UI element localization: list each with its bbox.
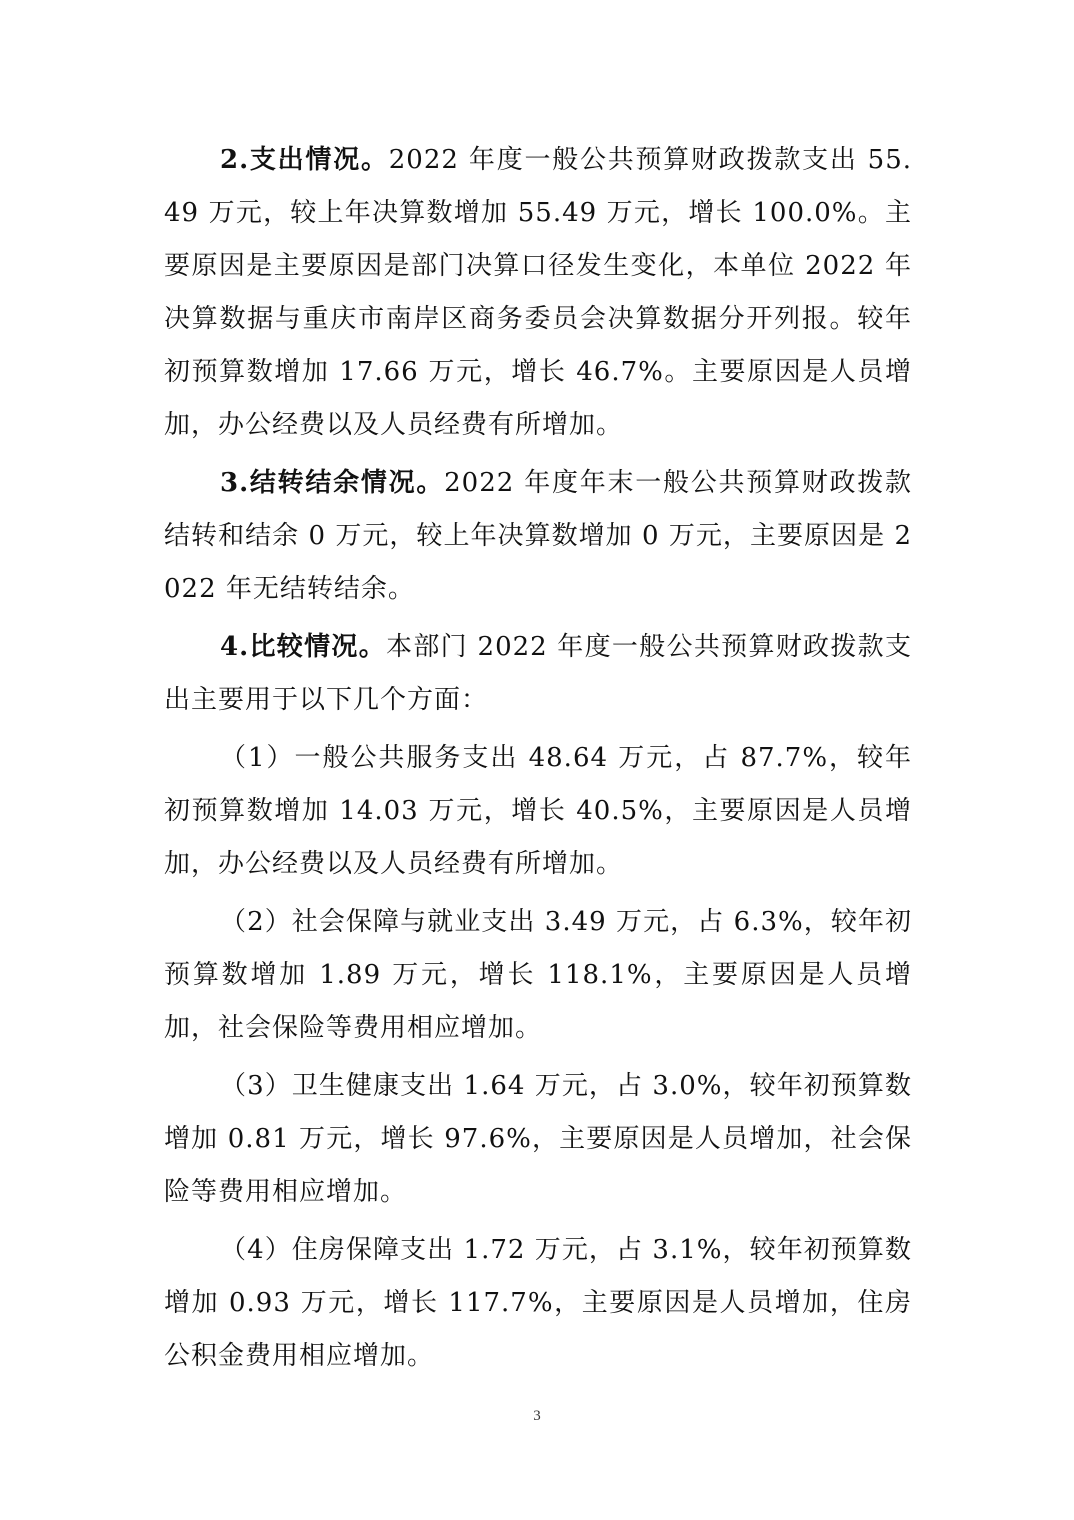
- list-item-social-security: [164, 896, 912, 1055]
- paragraph-heading: 2.支出情况。: [220, 145, 389, 175]
- paragraph-text: （1）一般公共服务支出 48.64 万元，占 87.7%，较年初预算数增加 14.03 万元，增长 40.5%，主要原因是人员增加，办公经费以及人员经费有所增加。: [164, 743, 912, 879]
- paragraph-text: （3）卫生健康支出 1.64 万元，占 3.0%，较年初预算数增加 0.81 万元，增长 97.6%，主要原因是人员增加，社会保险等费用相应增加。: [164, 1071, 912, 1207]
- list-item-general-public-services: [164, 732, 912, 891]
- paragraph-expenditure: [164, 134, 912, 452]
- paragraph-comparison: [164, 621, 912, 727]
- list-item-housing: [164, 1224, 912, 1383]
- paragraph-text: 本部门 2022 年度一般公共预算财政拨款支出主要用于以下几个方面：: [164, 632, 912, 715]
- paragraph-text: 2022 年度年末一般公共预算财政拨款结转和结余 0 万元，较上年决算数增加 0 万元，主要原因是 2022 年无结转结余。: [164, 468, 912, 604]
- page-number: 3: [533, 1408, 541, 1424]
- document-body: [164, 134, 912, 1383]
- paragraph-text: 2022 年度一般公共预算财政拨款支出 55.49 万元，较上年决算数增加 55.49 万元，增长 100.0%。主要原因是主要原因是部门决算口径发生变化，本单位 2022 年决算数据与重庆市南岸区商务委员会决算数据分开列报。较年初预算数增加 17.66 万元，增长 46.7%。主要原因是人员增加，办公经费以及人员经费有所增加。: [164, 145, 912, 440]
- paragraph-text: （2）社会保障与就业支出 3.49 万元，占 6.3%，较年初预算数增加 1.89 万元，增长 118.1%，主要原因是人员增加，社会保险等费用相应增加。: [164, 907, 912, 1043]
- list-item-health: [164, 1060, 912, 1219]
- paragraph-heading: 3.结转结余情况。: [220, 468, 445, 498]
- paragraph-heading: 4.比较情况。: [220, 632, 387, 662]
- paragraph-carryover: [164, 457, 912, 616]
- paragraph-text: （4）住房保障支出 1.72 万元，占 3.1%，较年初预算数增加 0.93 万元，增长 117.7%，主要原因是人员增加，住房公积金费用相应增加。: [164, 1235, 912, 1371]
